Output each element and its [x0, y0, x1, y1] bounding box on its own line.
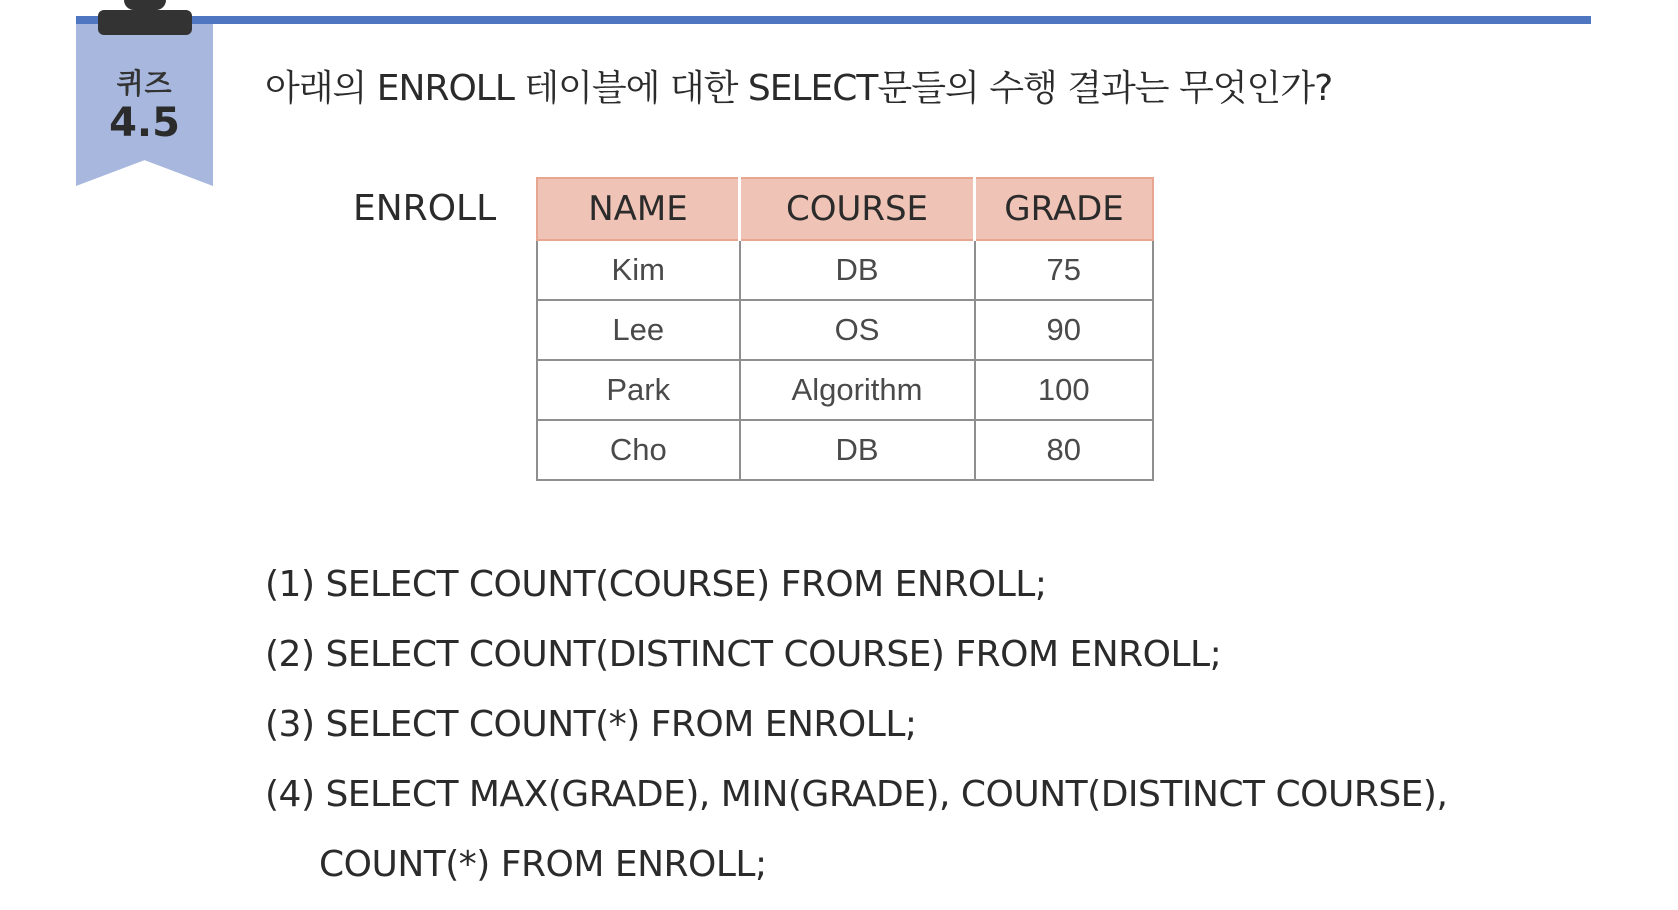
cell-course: Algorithm [740, 360, 975, 420]
cell-grade: 100 [975, 360, 1154, 420]
cell-course: OS [740, 300, 975, 360]
query-4: (4) SELECT MAX(GRADE), MIN(GRADE), COUNT(DISTINCT COURSE), [265, 774, 1448, 815]
quiz-number: 4.5 [109, 100, 180, 146]
query-list [265, 560, 1447, 910]
cell-course: DB [740, 240, 975, 300]
query-4-continuation: COUNT(*) FROM ENROLL; [319, 844, 767, 885]
cell-course: DB [740, 420, 975, 480]
header-grade: GRADE [975, 178, 1154, 240]
clip-icon [124, 0, 166, 10]
enroll-table [536, 177, 1154, 481]
cell-name: Kim [537, 240, 740, 300]
cell-grade: 75 [975, 240, 1154, 300]
question-text: 아래의 ENROLL 테이블에 대한 SELECT문들의 수행 결과는 무엇인가? [265, 68, 1333, 109]
clip-bar [98, 10, 192, 35]
top-rule [76, 16, 1591, 24]
query-1: (1) SELECT COUNT(COURSE) FROM ENROLL; [265, 564, 1047, 605]
query-2: (2) SELECT COUNT(DISTINCT COURSE) FROM ENROLL; [265, 634, 1222, 675]
table-header-row [537, 178, 1153, 240]
cell-name: Lee [537, 300, 740, 360]
table-row [537, 240, 1153, 300]
table-name-label: ENROLL [353, 188, 497, 229]
table-row [537, 360, 1153, 420]
cell-grade: 80 [975, 420, 1154, 480]
cell-grade: 90 [975, 300, 1154, 360]
query-3: (3) SELECT COUNT(*) FROM ENROLL; [265, 704, 917, 745]
header-course: COURSE [740, 178, 975, 240]
table-row [537, 420, 1153, 480]
cell-name: Park [537, 360, 740, 420]
table-row [537, 300, 1153, 360]
quiz-label: 퀴즈 [116, 67, 173, 100]
cell-name: Cho [537, 420, 740, 480]
header-name: NAME [537, 178, 740, 240]
